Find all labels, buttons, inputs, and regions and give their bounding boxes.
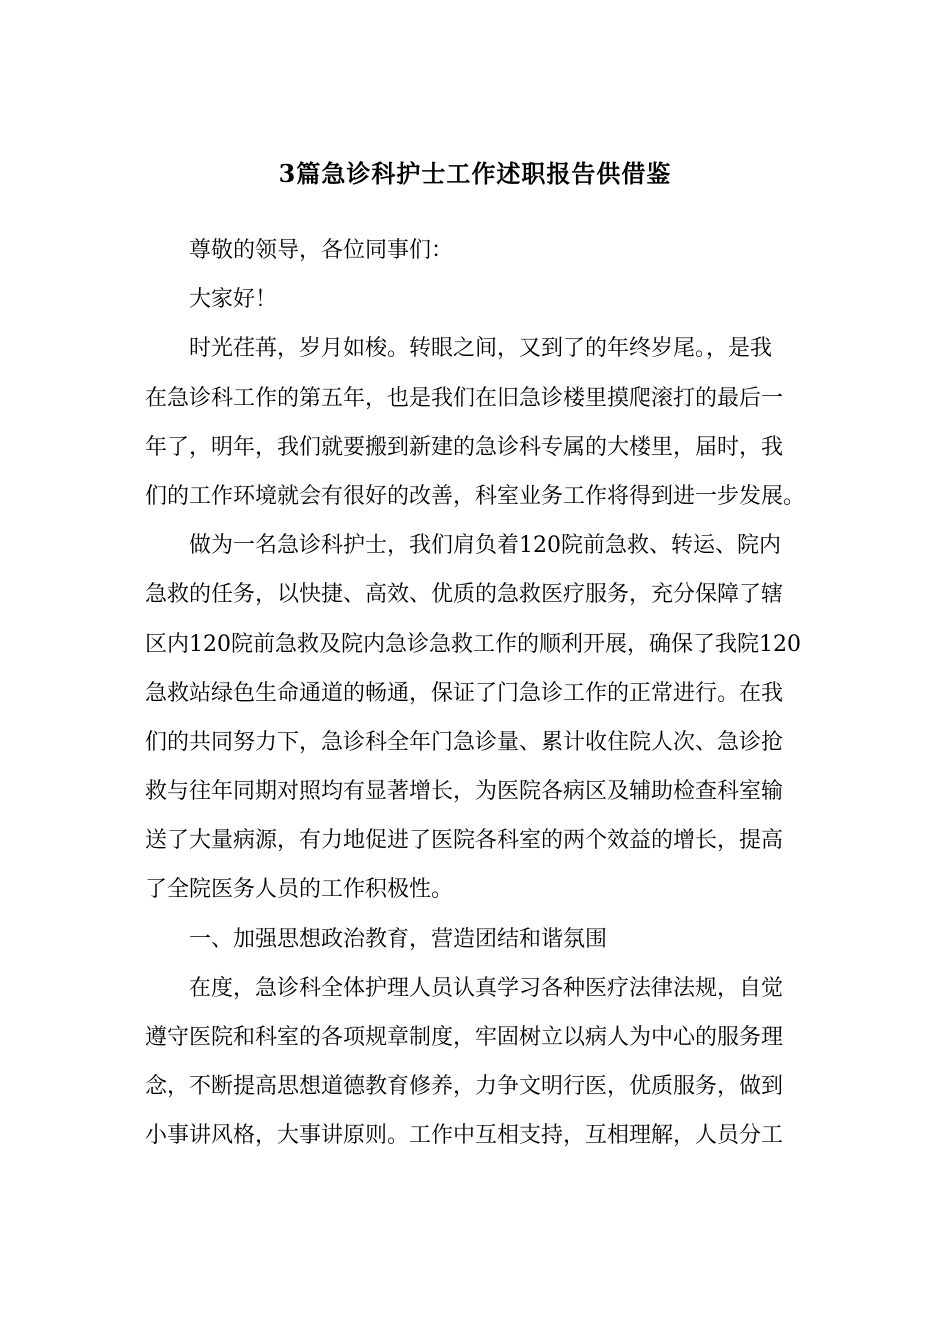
paragraph-line: 了全院医务人员的工作积极性。 <box>145 877 454 903</box>
paragraph-line: 在急诊科工作的第五年，也是我们在旧急诊楼里摸爬滚打的最后一 <box>145 385 784 411</box>
document-title: 3篇急诊科护士工作述职报告供借鉴 <box>278 159 672 188</box>
paragraph-line: 年了，明年，我们就要搬到新建的急诊科专属的大楼里，届时，我 <box>145 434 784 460</box>
paragraph-line: 区内120院前急救及院内急诊急救工作的顺利开展，确保了我院120 <box>145 631 801 657</box>
paragraph-line: 送了大量病源，有力地促进了医院各科室的两个效益的增长，提高 <box>145 828 784 854</box>
paragraph-line: 小事讲风格，大事讲原则。工作中互相支持，互相理解，人员分工 <box>145 1123 784 1149</box>
paragraph-line: 救与往年同期对照均有显著增长，为医院各病区及辅助检查科室输 <box>145 779 784 805</box>
paragraph-line: 们的工作环境就会有很好的改善，科室业务工作将得到进一步发展。 <box>145 483 806 509</box>
paragraph-line: 们的共同努力下，急诊科全年门急诊量、累计收住院人次、急诊抢 <box>145 729 784 755</box>
greeting-line: 大家好！ <box>189 287 278 313</box>
document-body <box>145 226 805 1161</box>
salutation-line: 尊敬的领导，各位同事们： <box>189 238 454 263</box>
paragraph-line: 做为一名急诊科护士，我们肩负着120院前急救、转运、院内 <box>189 533 781 559</box>
paragraph-line: 时光荏苒，岁月如梭。转眼之间，又到了的年终岁尾。，是我 <box>189 336 773 362</box>
paragraph-line: 念，不断提高思想道德教育修养，力争文明行医，优质服务，做到 <box>145 1074 784 1100</box>
paragraph-line: 在度，急诊科全体护理人员认真学习各种医疗法律法规，自觉 <box>189 975 784 1001</box>
paragraph-line: 遵守医院和科室的各项规章制度，牢固树立以病人为中心的服务理 <box>145 1025 784 1050</box>
paragraph-line: 急救站绿色生命通道的畅通，保证了门急诊工作的正常进行。在我 <box>145 680 784 706</box>
paragraph-line: 急救的任务，以快捷、高效、优质的急救医疗服务，充分保障了辖 <box>145 582 784 608</box>
section-heading: 一、加强思想政治教育，营造团结和谐氛围 <box>189 926 608 952</box>
